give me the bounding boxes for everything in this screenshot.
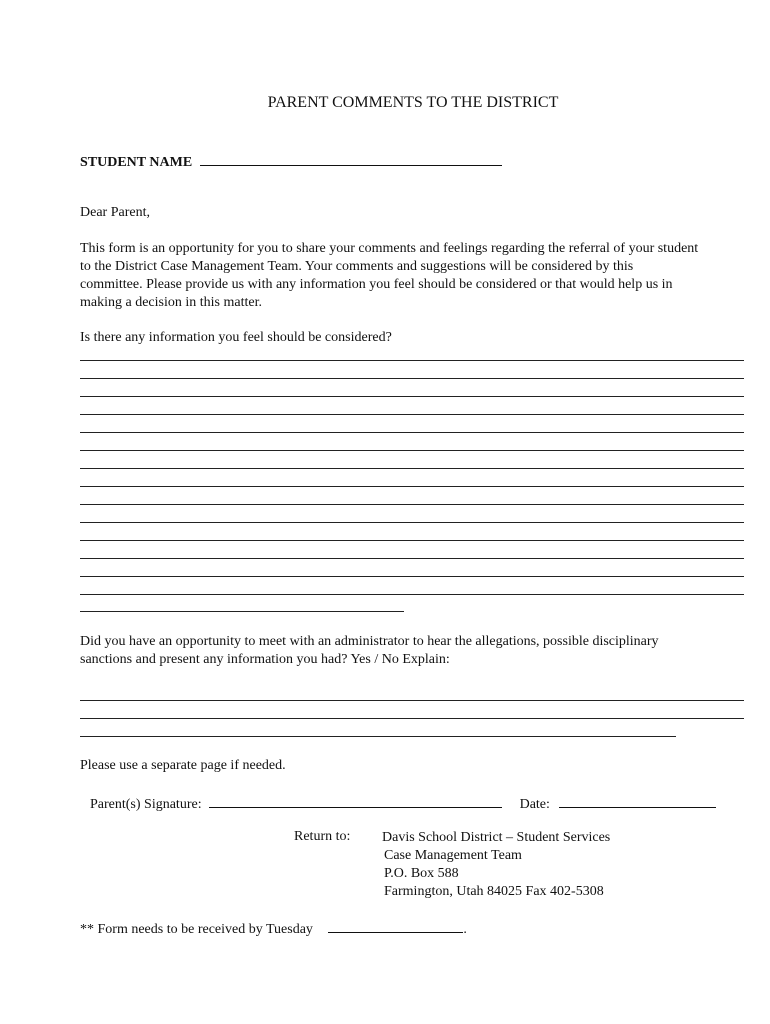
explain-line[interactable] — [80, 700, 744, 701]
address-line: Case Management Team — [384, 848, 522, 863]
address-line: P.O. Box 588 — [384, 866, 459, 881]
explain-line[interactable] — [80, 736, 676, 737]
student-name-label: STUDENT NAME — [80, 155, 193, 170]
return-address — [382, 829, 610, 901]
intro-line: to the District Case Management Team. Your comments and suggestions will be considered by this — [80, 259, 634, 274]
page-title: PARENT COMMENTS TO THE DISTRICT — [267, 94, 559, 111]
date-field[interactable] — [559, 793, 716, 808]
deadline-period: . — [463, 922, 467, 937]
deadline-note: ** Form needs to be received by Tuesday — [80, 922, 313, 937]
answer-line[interactable] — [80, 396, 744, 397]
answer-line[interactable] — [80, 468, 744, 469]
answer-line[interactable] — [80, 576, 744, 577]
return-to-label: Return to: — [294, 829, 351, 844]
intro-paragraph — [80, 240, 748, 312]
deadline-row — [80, 918, 467, 938]
signature-row — [90, 793, 716, 813]
date-label: Date: — [519, 797, 550, 812]
answer-line[interactable] — [80, 504, 744, 505]
intro-line: This form is an opportunity for you to share your comments and feelings regarding the referral of your student — [80, 241, 699, 256]
answer-line[interactable] — [80, 540, 744, 541]
question-2-line: Did you have an opportunity to meet with an administrator to hear the allegations, possible disciplinary — [80, 634, 659, 649]
answer-line[interactable] — [80, 611, 404, 612]
student-name-field[interactable] — [200, 151, 502, 166]
deadline-date-field[interactable] — [328, 918, 463, 933]
address-line: Farmington, Utah 84025 Fax 402-5308 — [384, 884, 604, 899]
answer-line[interactable] — [80, 450, 744, 451]
question-2 — [80, 633, 659, 669]
explain-line[interactable] — [80, 718, 744, 719]
question-1: Is there any information you feel should be considered? — [80, 330, 392, 345]
intro-line: committee. Please provide us with any information you feel should be considered or that would help us in — [80, 277, 673, 292]
answer-line[interactable] — [80, 558, 744, 559]
salutation: Dear Parent, — [80, 205, 150, 220]
answer-line[interactable] — [80, 378, 744, 379]
answer-line[interactable] — [80, 522, 744, 523]
intro-line: making a decision in this matter. — [80, 295, 262, 310]
signature-label: Parent(s) Signature: — [90, 797, 202, 812]
answer-line[interactable] — [80, 360, 744, 361]
question-2-line: sanctions and present any information you had? Yes / No Explain: — [80, 652, 450, 667]
student-name-row — [80, 151, 502, 171]
answer-line[interactable] — [80, 414, 744, 415]
answer-line[interactable] — [80, 432, 744, 433]
separate-page-note: Please use a separate page if needed. — [80, 758, 286, 773]
answer-line[interactable] — [80, 594, 744, 595]
signature-field[interactable] — [209, 793, 502, 808]
address-line: Davis School District – Student Services — [382, 830, 611, 845]
answer-line[interactable] — [80, 486, 744, 487]
